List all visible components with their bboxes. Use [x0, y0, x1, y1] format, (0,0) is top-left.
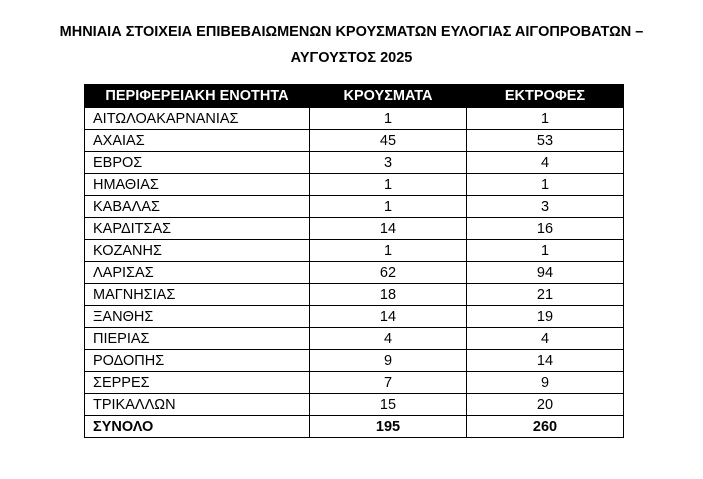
- region-cell: ΡΟΔΟΠΗΣ: [85, 350, 310, 372]
- cases-cell: 1: [310, 174, 467, 196]
- table-row: [85, 174, 624, 196]
- farms-cell: 4: [467, 152, 624, 174]
- region-cell: ΠΙΕΡΙΑΣ: [85, 328, 310, 350]
- region-cell: ΣΕΡΡΕΣ: [85, 372, 310, 394]
- farms-cell: 4: [467, 328, 624, 350]
- table-row: [85, 394, 624, 416]
- region-cell: ΚΟΖΑΝΗΣ: [85, 240, 310, 262]
- cases-cell: 15: [310, 394, 467, 416]
- region-cell: ΗΜΑΘΙΑΣ: [85, 174, 310, 196]
- header-farms: ΕΚΤΡΟΦΕΣ: [467, 85, 624, 108]
- table-row: [85, 372, 624, 394]
- cases-cell: 7: [310, 372, 467, 394]
- page-title: ΜΗΝΙΑΙΑ ΣΤΟΙΧΕΙΑ ΕΠΙΒΕΒΑΙΩΜΕΝΩΝ ΚΡΟΥΣΜΑΤΩΝ ΕΥΛΟΓΙΑΣ ΑΙΓΟΠΡΟΒΑΤΩΝ –: [59, 24, 644, 40]
- region-cell: ΛΑΡΙΣΑΣ: [85, 262, 310, 284]
- farms-cell: 1: [467, 174, 624, 196]
- cases-cell: 4: [310, 328, 467, 350]
- total-row: [85, 416, 624, 438]
- region-cell: ΚΑΡΔΙΤΣΑΣ: [85, 218, 310, 240]
- cases-cell: 14: [310, 306, 467, 328]
- table-row: [85, 240, 624, 262]
- table-row: [85, 262, 624, 284]
- region-cell: ΞΑΝΘΗΣ: [85, 306, 310, 328]
- cases-table: [84, 84, 624, 438]
- region-cell: ΑΙΤΩΛΟΑΚΑΡΝΑΝΙΑΣ: [85, 108, 310, 130]
- cases-cell: 3: [310, 152, 467, 174]
- table-row: [85, 130, 624, 152]
- cases-cell: 1: [310, 108, 467, 130]
- farms-cell: 19: [467, 306, 624, 328]
- header-cases: ΚΡΟΥΣΜΑΤΑ: [310, 85, 467, 108]
- header-region: ΠΕΡΙΦΕΡΕΙΑΚΗ ΕΝΟΤΗΤΑ: [85, 85, 310, 108]
- farms-cell: 20: [467, 394, 624, 416]
- region-cell: ΕΒΡΟΣ: [85, 152, 310, 174]
- total-label: ΣΥΝΟΛΟ: [85, 416, 310, 438]
- table-row: [85, 196, 624, 218]
- cases-cell: 62: [310, 262, 467, 284]
- cases-cell: 18: [310, 284, 467, 306]
- table-header-row: [85, 85, 624, 108]
- table-row: [85, 284, 624, 306]
- farms-cell: 94: [467, 262, 624, 284]
- table-row: [85, 108, 624, 130]
- total-farms: 260: [467, 416, 624, 438]
- cases-cell: 14: [310, 218, 467, 240]
- region-cell: ΑΧΑΙΑΣ: [85, 130, 310, 152]
- farms-cell: 16: [467, 218, 624, 240]
- farms-cell: 1: [467, 108, 624, 130]
- farms-cell: 1: [467, 240, 624, 262]
- cases-cell: 45: [310, 130, 467, 152]
- table-row: [85, 218, 624, 240]
- farms-cell: 53: [467, 130, 624, 152]
- table-row: [85, 306, 624, 328]
- region-cell: ΤΡΙΚΑΛΛΩΝ: [85, 394, 310, 416]
- region-cell: ΜΑΓΝΗΣΙΑΣ: [85, 284, 310, 306]
- total-cases: 195: [310, 416, 467, 438]
- farms-cell: 3: [467, 196, 624, 218]
- table-row: [85, 328, 624, 350]
- region-cell: ΚΑΒΑΛΑΣ: [85, 196, 310, 218]
- cases-cell: 1: [310, 196, 467, 218]
- cases-cell: 9: [310, 350, 467, 372]
- table-row: [85, 152, 624, 174]
- table-row: [85, 350, 624, 372]
- page-subtitle: ΑΥΓΟΥΣΤΟΣ 2025: [290, 50, 413, 66]
- farms-cell: 9: [467, 372, 624, 394]
- farms-cell: 21: [467, 284, 624, 306]
- cases-cell: 1: [310, 240, 467, 262]
- farms-cell: 14: [467, 350, 624, 372]
